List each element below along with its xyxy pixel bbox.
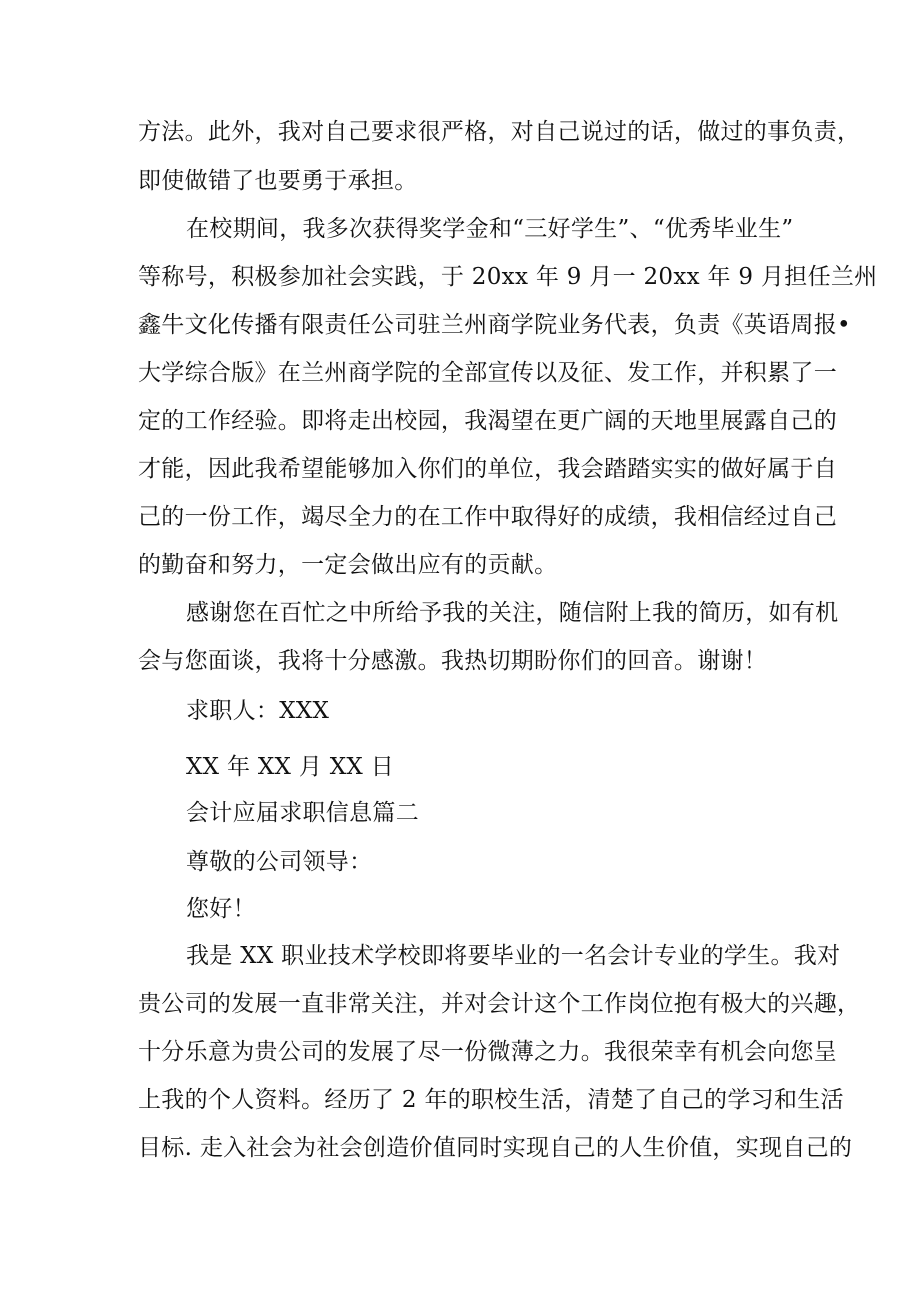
- paragraph-line: 十分乐意为贵公司的发展了尽一份微薄之力。我很荣幸有机会向您呈: [138, 1039, 837, 1065]
- greeting: 您好！: [186, 896, 256, 922]
- paragraph-line: 上我的个人资料。经历了 2 年的职校生活，清楚了自己的学习和生活: [138, 1087, 844, 1113]
- paragraph-line: 才能，因此我希望能够加入你们的单位，我会踏踏实实的做好属于自: [138, 456, 837, 482]
- paragraph-line: 己的一份工作，竭尽全力的在工作中取得好的成绩，我相信经过自己: [138, 504, 837, 530]
- paragraph-line: 在校期间，我多次获得奖学金和“三好学生”、“优秀毕业生”: [186, 216, 794, 242]
- paragraph-line: 我是 XX 职业技术学校即将要毕业的一名会计专业的学生。我对: [186, 943, 841, 969]
- paragraph-line: 即使做错了也要勇于承担。: [138, 168, 418, 194]
- paragraph-line: 定的工作经验。即将走出校园，我渴望在更广阔的天地里展露自己的: [138, 408, 837, 434]
- section-title: 会计应届求职信息篇二: [186, 800, 419, 826]
- date-line: XX 年 XX 月 XX 日: [186, 754, 394, 780]
- salutation: 尊敬的公司领导：: [186, 849, 373, 875]
- paragraph-line: 贵公司的发展一直非常关注，并对会计这个工作岗位抱有极大的兴趣，: [138, 991, 861, 1017]
- paragraph-line: 感谢您在百忙之中所给予我的关注，随信附上我的简历，如有机: [186, 600, 839, 626]
- paragraph-line: 等称号，积极参加社会实践，于 20xx 年 9 月一 20xx 年 9 月担任兰州: [138, 264, 878, 290]
- paragraph-line: 鑫牛文化传播有限责任公司驻兰州商学院业务代表，负责《英语周报•: [138, 312, 851, 338]
- paragraph-line: 方法。此外，我对自己要求很严格，对自己说过的话，做过的事负责，: [138, 119, 861, 145]
- signature-line: 求职人：XXX: [186, 698, 330, 724]
- paragraph-line: 大学综合版》在兰州商学院的全部宣传以及征、发工作，并积累了一: [138, 360, 837, 386]
- paragraph-line: 目标. 走入社会为社会创造价值同时实现自己的人生价值，实现自己的: [138, 1135, 853, 1161]
- paragraph-line: 的勤奋和努力，一定会做出应有的贡献。: [138, 552, 558, 578]
- paragraph-line: 会与您面谈，我将十分感激。我热切期盼你们的回音。谢谢！: [138, 648, 768, 674]
